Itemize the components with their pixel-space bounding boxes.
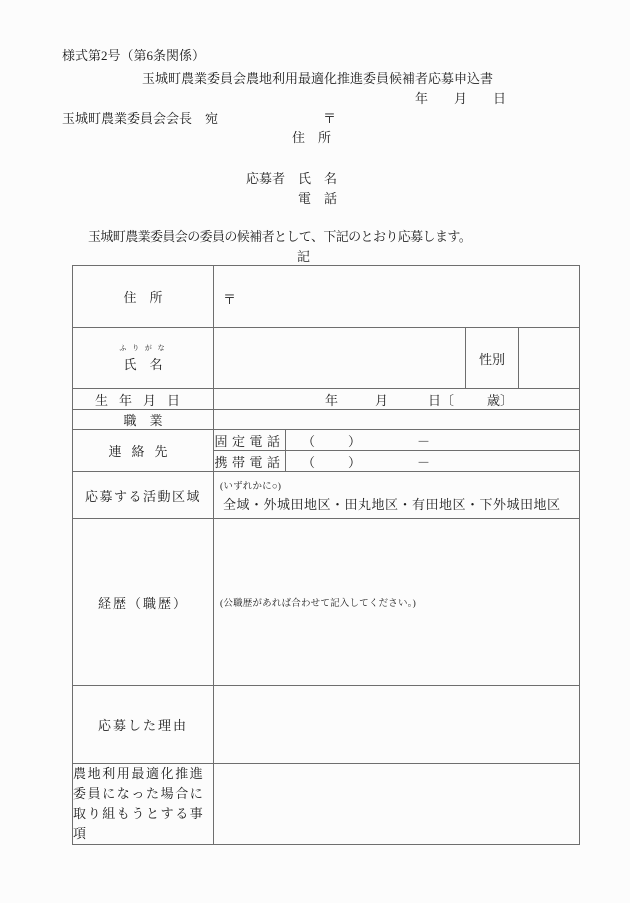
row-birthdate — [73, 389, 580, 410]
fixed-phone-label: 固定電話 — [214, 430, 286, 451]
row-initiatives — [73, 764, 580, 845]
year-unit: 年 — [325, 392, 339, 408]
name-input-cell — [214, 328, 466, 389]
mobile-phone-input-cell — [286, 451, 580, 472]
phone-dash: － — [417, 433, 431, 449]
furigana-label: ふ り が な — [119, 343, 167, 352]
reason-label: 応募した理由 — [73, 686, 214, 764]
day-unit: 日〔 — [428, 392, 455, 408]
form-number: 様式第2号（第6条関係） — [62, 48, 206, 63]
row-occupation — [73, 410, 580, 430]
application-form-table — [72, 265, 580, 845]
contact-label: 連絡先 — [73, 430, 214, 472]
sender-address-label: 住 所 — [292, 130, 332, 145]
paren-open: （ — [302, 433, 316, 449]
mobile-phone-label: 携帯電話 — [214, 451, 286, 472]
district-label: 応募する活動区域 — [73, 472, 214, 519]
row-district — [73, 472, 580, 519]
gender-input-cell — [519, 328, 580, 389]
age-unit: 歳〕 — [487, 392, 514, 408]
occupation-input-cell — [214, 410, 580, 430]
career-note: (公職歴があれば合わせて記入してください。) — [220, 598, 416, 609]
address-input-cell — [214, 266, 580, 328]
paren-close: ） — [348, 433, 362, 449]
birthdate-label: 生年月日 — [73, 389, 214, 410]
record-heading: 記 — [297, 249, 311, 264]
fixed-phone-input-cell — [286, 430, 580, 451]
paren-open: （ — [302, 454, 316, 470]
row-name — [73, 328, 580, 389]
gender-label: 性別 — [466, 328, 519, 389]
month-unit: 月 — [375, 392, 389, 408]
document-title: 玉城町農業委員会農地利用最適化推進委員候補者応募申込書 — [142, 71, 494, 86]
district-note: (いずれかに○) — [220, 482, 282, 492]
row-reason — [73, 686, 580, 764]
postal-mark-header: 〒 — [323, 111, 337, 126]
initiatives-input-cell — [214, 764, 580, 845]
applicant-phone-label: 電 話 — [298, 191, 338, 206]
initiatives-label: 農地利用最適化推進委員になった場合に取り組もうとする事項 — [73, 764, 214, 845]
district-options-cell — [214, 472, 580, 519]
row-address — [73, 266, 580, 328]
body-sentence: 玉城町農業委員会の委員の候補者として、下記のとおり応募します。 — [88, 229, 472, 244]
applicant-name-line: 応募者 氏 名 — [246, 171, 338, 186]
address-label: 住 所 — [73, 266, 214, 328]
occupation-label: 職 業 — [73, 410, 214, 430]
birthdate-input-cell — [214, 389, 580, 410]
career-label: 経歴（職歴） — [73, 519, 214, 686]
date-line: 年 月 日 — [415, 91, 507, 106]
phone-dash: － — [417, 454, 431, 470]
addressee-line: 玉城町農業委員会会長 宛 — [62, 111, 219, 126]
reason-input-cell — [214, 686, 580, 764]
name-label-cell — [73, 328, 214, 389]
paren-close: ） — [348, 454, 362, 470]
career-input-cell — [214, 519, 580, 686]
postal-mark-cell: 〒 — [223, 292, 237, 307]
row-contact-fixed — [73, 430, 580, 451]
row-career — [73, 519, 580, 686]
district-options: 全域・外城田地区・田丸地区・有田地区・下外城田地区 — [223, 497, 561, 512]
name-label: 氏 名 — [123, 356, 163, 372]
